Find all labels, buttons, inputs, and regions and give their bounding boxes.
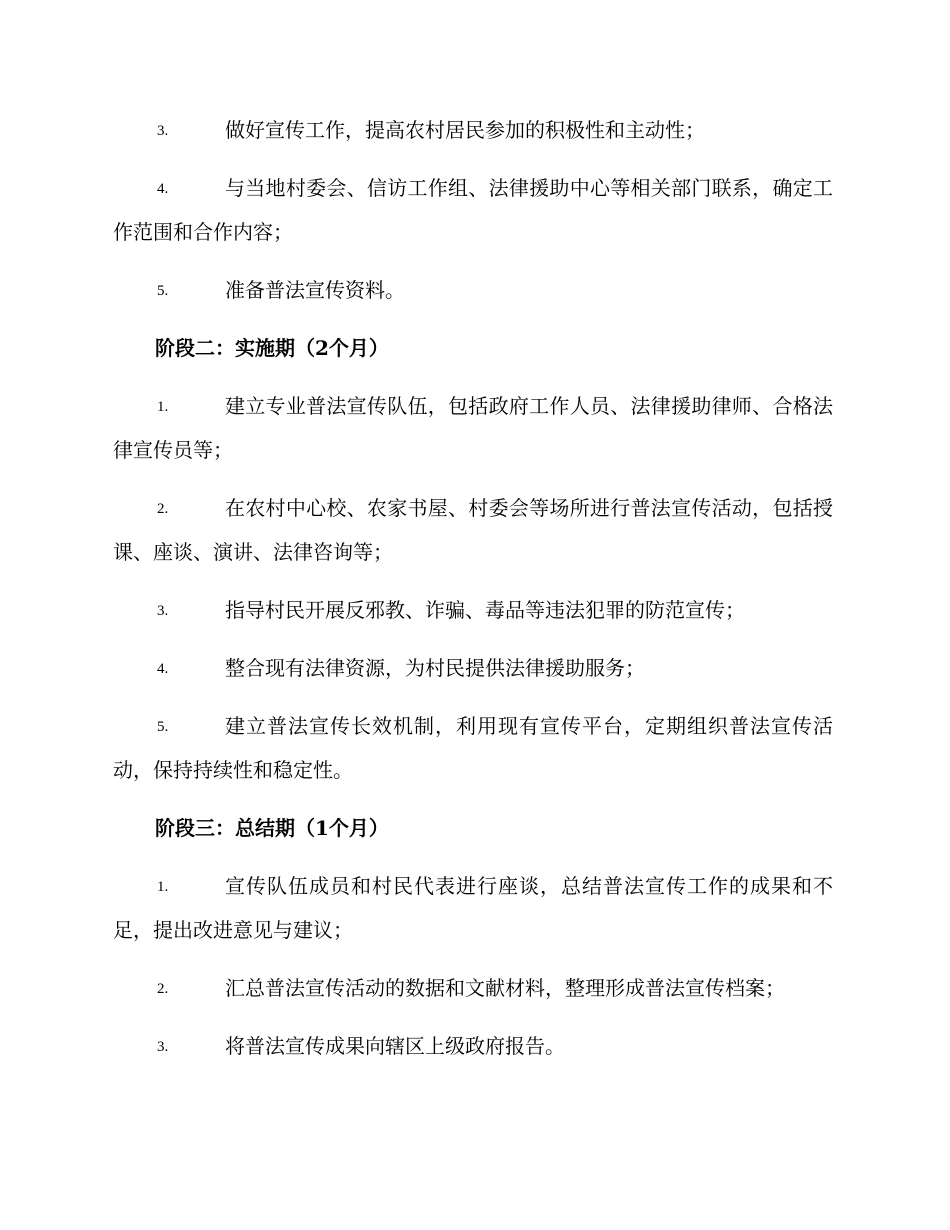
list-item [113,704,833,792]
section-heading: 阶段三：总结期（1个月） [155,816,389,840]
item-text: 准备普法宣传资料。 [225,278,405,302]
list-item [113,646,833,690]
item-text: 建立专业普法宣传队伍，包括政府工作人员、法律援助律师、合格法律宣传员等； [113,394,833,462]
item-number: 5. [157,283,169,299]
list-item [113,384,833,472]
list-item [113,166,833,254]
section-heading: 阶段二：实施期（2个月） [155,336,389,360]
list-item [113,1024,833,1068]
item-text: 做好宣传工作，提高农村居民参加的积极性和主动性； [225,118,705,142]
item-number: 4. [157,661,169,677]
item-number: 3. [157,1039,169,1055]
item-text: 在农村中心校、农家书屋、村委会等场所进行普法宣传活动，包括授课、座谈、演讲、法律咨询等； [113,496,833,564]
document-body [113,108,833,1082]
item-text: 汇总普法宣传活动的数据和文献材料，整理形成普法宣传档案； [225,976,785,1000]
item-text: 宣传队伍成员和村民代表进行座谈，总结普法宣传工作的成果和不足，提出改进意见与建议； [113,874,833,942]
item-number: 5. [157,719,169,735]
list-item [113,268,833,312]
list-item [113,966,833,1010]
item-number: 3. [157,123,169,139]
list-item [113,108,833,152]
item-number: 3. [157,603,169,619]
item-text: 整合现有法律资源，为村民提供法律援助服务； [225,656,645,680]
item-text: 指导村民开展反邪教、诈骗、毒品等违法犯罪的防范宣传； [225,598,745,622]
item-number: 2. [157,981,169,997]
item-text: 与当地村委会、信访工作组、法律援助中心等相关部门联系，确定工作范围和合作内容； [113,176,833,244]
item-text: 建立普法宣传长效机制，利用现有宣传平台，定期组织普法宣传活动，保持持续性和稳定性。 [113,714,833,782]
item-number: 2. [157,501,169,517]
item-text: 将普法宣传成果向辖区上级政府报告。 [225,1034,565,1058]
list-item [113,486,833,574]
list-item [113,864,833,952]
list-item [113,588,833,632]
item-number: 4. [157,181,169,197]
item-number: 1. [157,399,169,415]
item-number: 1. [157,879,169,895]
